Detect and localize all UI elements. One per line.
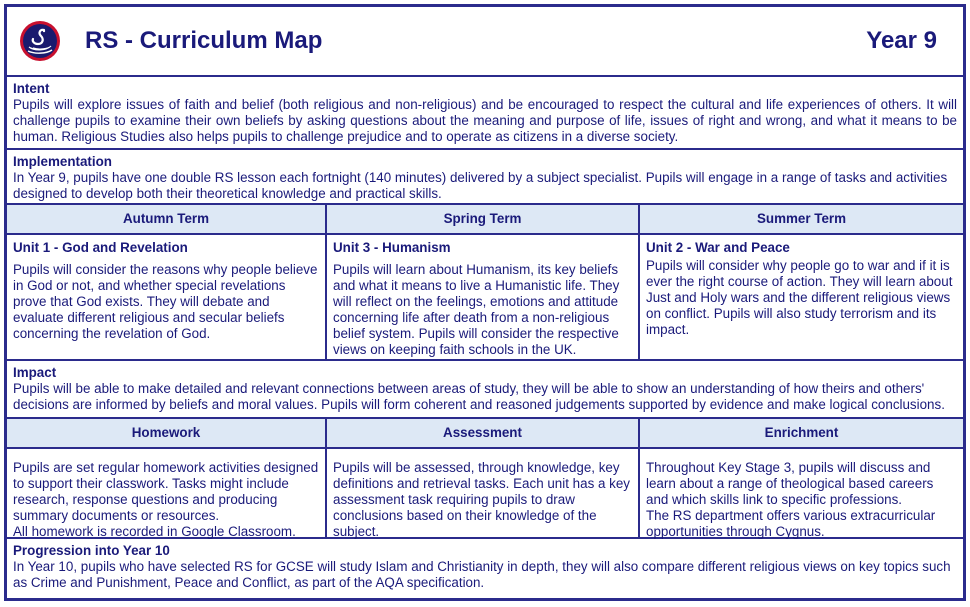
enrichment-heading: Enrichment	[638, 419, 963, 447]
spring-term-cell	[325, 235, 638, 359]
summer-term-cell	[638, 235, 963, 359]
progression-section	[7, 539, 963, 599]
spring-unit-title: Unit 3 - Humanism	[333, 240, 451, 255]
homework-heading: Homework	[131, 425, 201, 440]
enrichment-cell	[638, 449, 963, 537]
enrichment-note: The RS department offers various extracurricular opportunities through Cygnus.	[646, 508, 936, 539]
extras-header-row	[7, 419, 963, 449]
swan-crest-icon	[19, 20, 61, 62]
summer-unit-title: Unit 2 - War and Peace	[646, 240, 790, 255]
implementation-section	[7, 150, 963, 205]
implementation-text: In Year 9, pupils have one double RS lesson each fortnight (140 minutes) delivered by a subject specialist. Pupils will engage in a range of tasks and activities designed to develop both their theoretical knowledge and practical skills.	[13, 170, 948, 201]
intent-heading: Intent	[13, 81, 50, 96]
intent-section	[7, 77, 963, 150]
terms-header-row	[7, 205, 963, 235]
curriculum-map-page	[4, 4, 966, 601]
autumn-term-cell	[7, 235, 325, 359]
homework-text: Pupils are set regular homework activities designed to support their classwork. Tasks might include research, response questions and producing summary documents or resources.	[13, 460, 319, 523]
enrichment-text: Throughout Key Stage 3, pupils will discuss and learn about a range of theological based careers and which skills link to specific professions.	[646, 460, 934, 507]
autumn-term-heading: Autumn Term	[122, 211, 210, 226]
assessment-heading: Assessment	[325, 419, 638, 447]
implementation-heading: Implementation	[13, 154, 112, 169]
intent-text: Pupils will explore issues of faith and belief (both religious and non-religious) and be encouraged to respect the cultural and life experiences of others. It will challenge pupils to examine their own beliefs by asking questions about the meaning and purpose of life, issues of right and wrong, and what it means to be human. Religious Studies also helps pupils to challenge prejudice and to operate as citizens in a diverse society.	[13, 97, 957, 144]
spring-term-heading: Spring Term	[325, 205, 638, 233]
extras-body-row	[7, 449, 963, 539]
assessment-cell	[325, 449, 638, 537]
page-header	[7, 7, 963, 77]
summer-unit-text: Pupils will consider why people go to war and if it is ever the right course of action. They will learn about Just and Holy wars and the different religious views on conflict. Pupils will also study terrorism and its impact.	[646, 258, 953, 337]
summer-term-heading: Summer Term	[638, 205, 963, 233]
autumn-unit-text: Pupils will consider the reasons why people believe in God or not, and whether special revelations prove that God exists. They will debate and evaluate different religious and secular beliefs concerning the revelation of God.	[13, 262, 318, 341]
impact-heading: Impact	[13, 365, 57, 380]
autumn-unit-title: Unit 1 - God and Revelation	[13, 240, 188, 255]
progression-text: In Year 10, pupils who have selected RS for GCSE will study Islam and Christianity in depth, they will also compare different religious views on key topics such as Crime and Punishment, Peace and Conflict, as part of the AQA specification.	[13, 559, 951, 590]
progression-heading: Progression into Year 10	[13, 543, 170, 558]
homework-note: All homework is recorded in Google Classroom.	[13, 524, 296, 539]
spring-unit-text: Pupils will learn about Humanism, its key beliefs and what it means to live a Humanistic life. They will reflect on the feelings, emotions and attitude concerning life after death from a non-religious belief system. Pupils will consider the respective views on keeping faith schools in the UK.	[333, 262, 620, 357]
year-label: Year 9	[866, 27, 937, 54]
assessment-text: Pupils will be assessed, through knowledge, key definitions and retrieval tasks. Each unit has a key assessment task requiring pupils to draw conclusions based on their knowledge of the subject.	[333, 460, 630, 539]
impact-section	[7, 361, 963, 419]
homework-cell	[7, 449, 325, 537]
page-title: RS - Curriculum Map	[85, 27, 323, 54]
impact-text: Pupils will be able to make detailed and relevant connections between areas of study, they will be able to show an understanding of how theirs and others' decisions are informed by beliefs and moral values. Pupils will form coherent and reasoned judgements supported by evidence and make logical conclusions.	[13, 381, 945, 412]
terms-body-row	[7, 235, 963, 361]
